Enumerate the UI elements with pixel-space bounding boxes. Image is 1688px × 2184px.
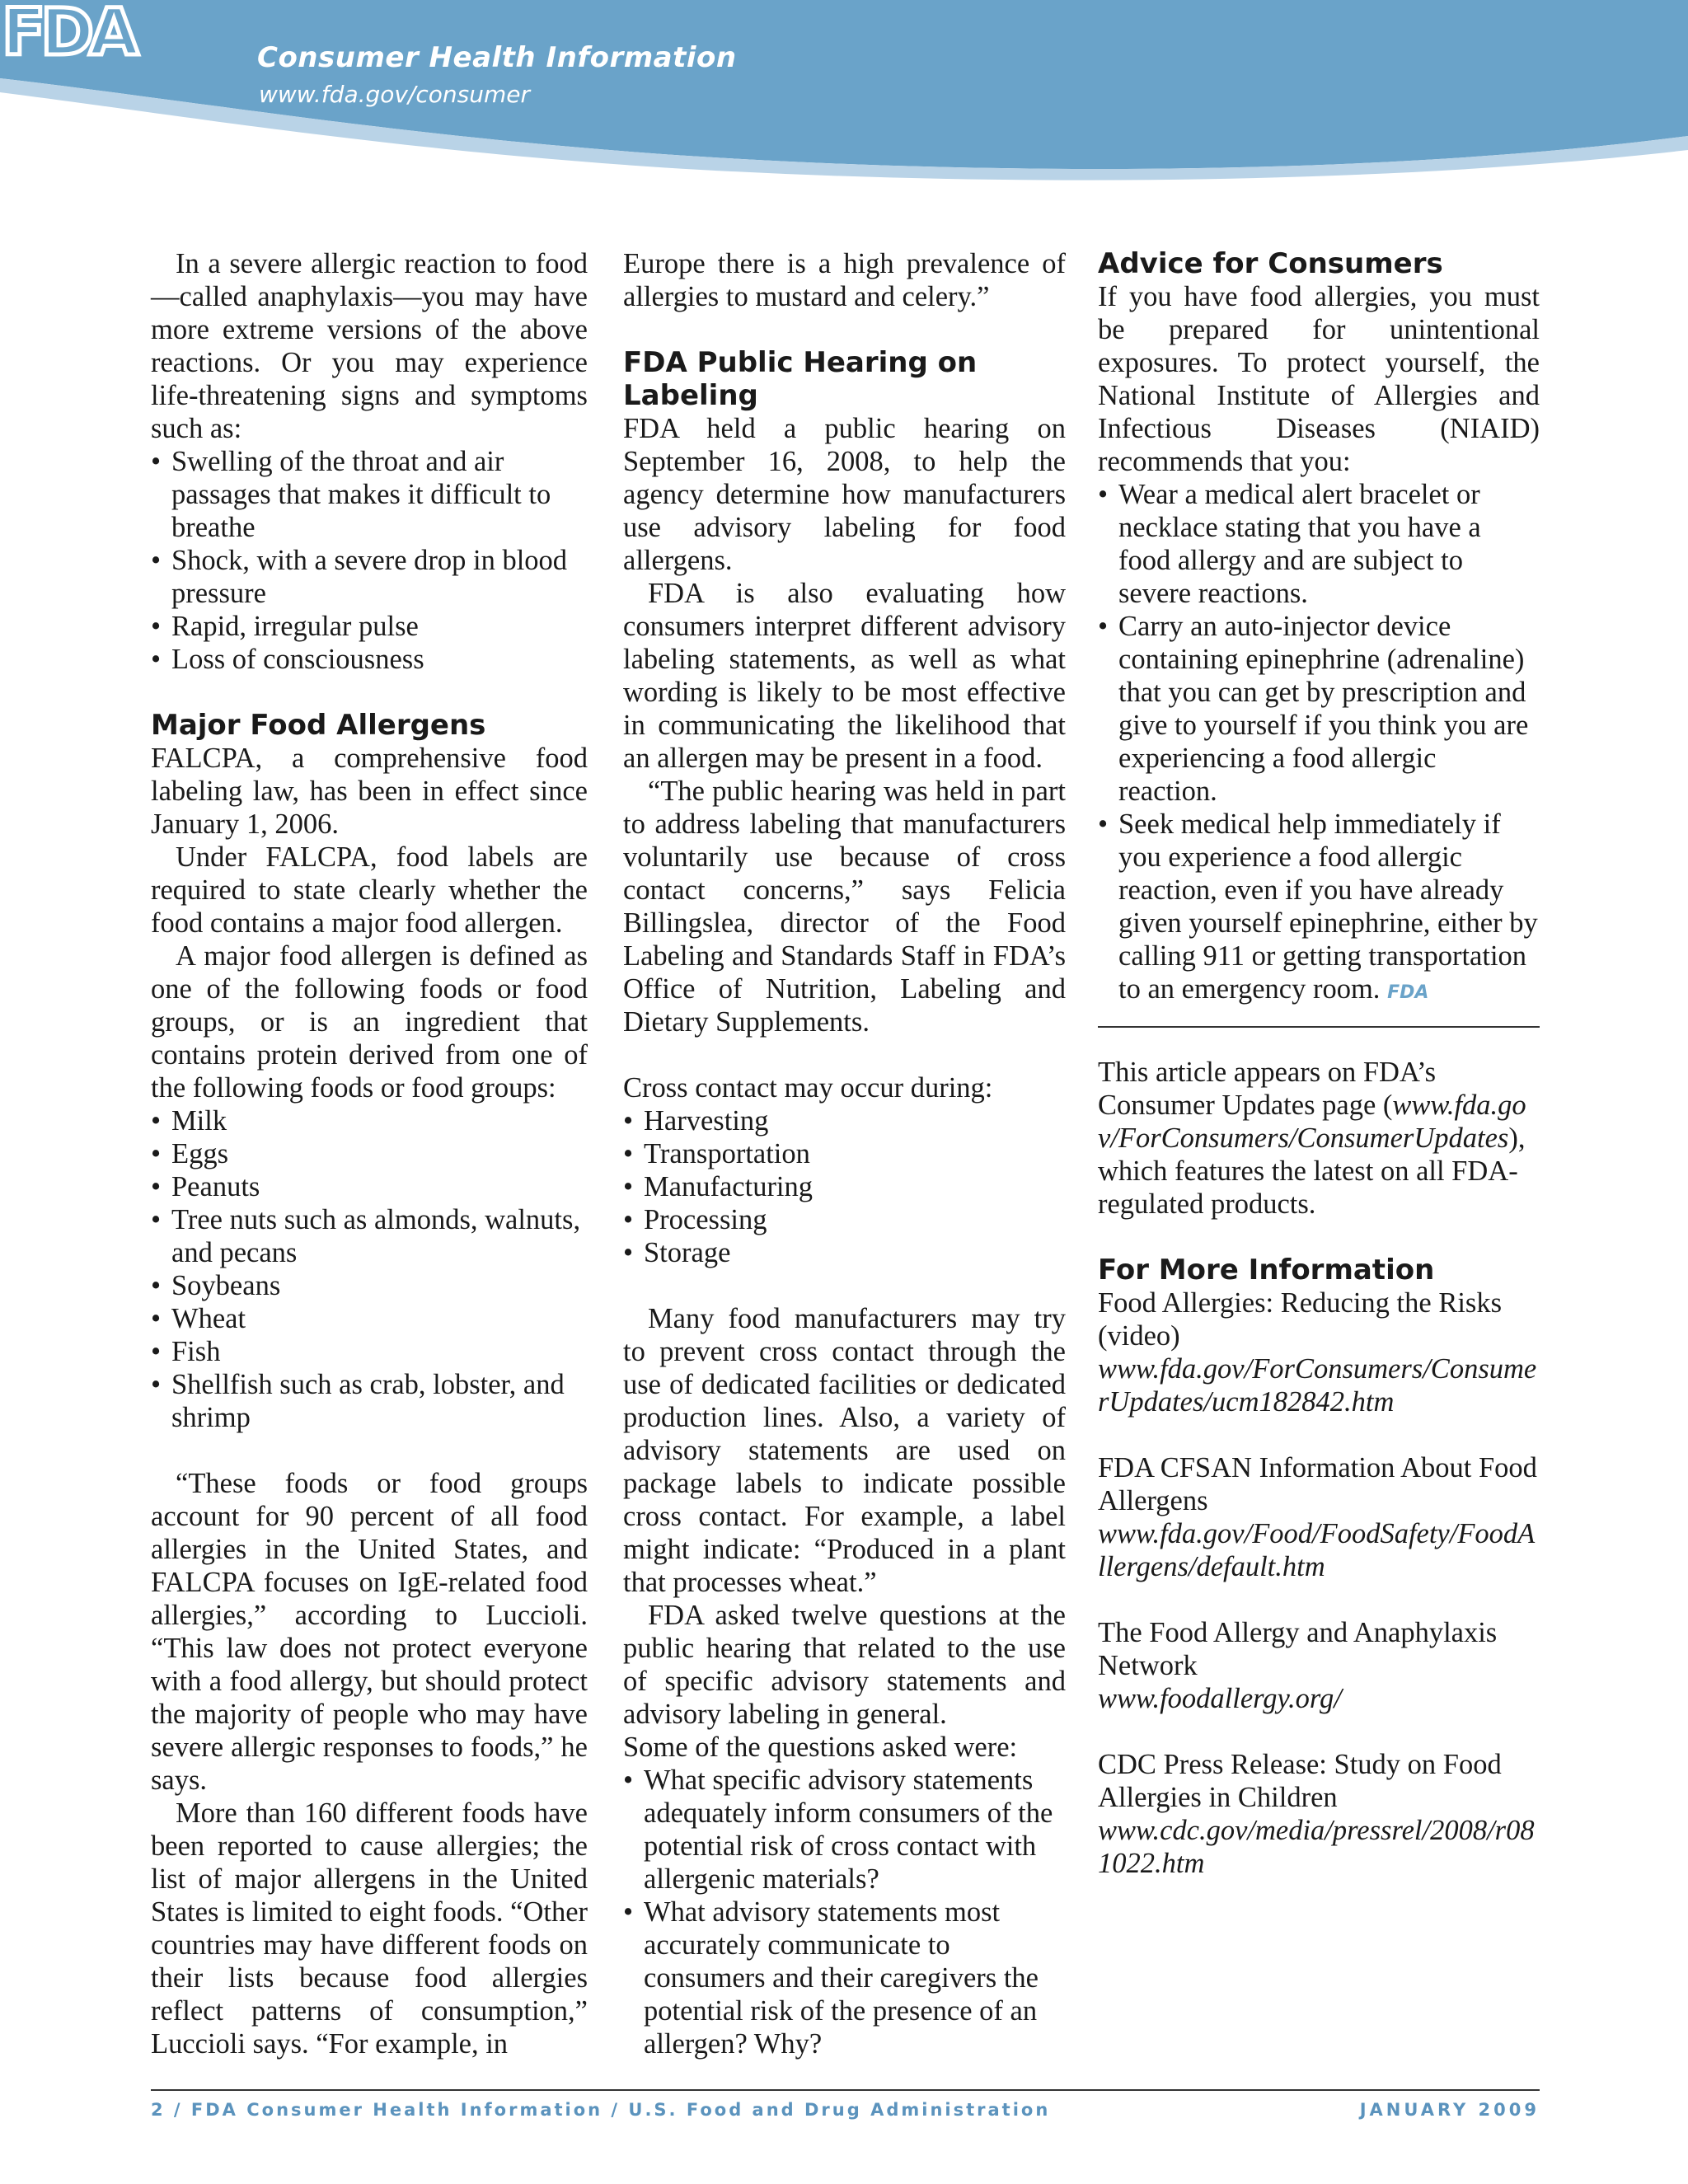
column-3 xyxy=(1098,247,1540,1880)
fda-logo-icon xyxy=(0,0,145,61)
resource-link[interactable]: www.fda.gov/ForConsumers/ConsumerUpdates/ucm182842.htm xyxy=(1098,1353,1537,1418)
resource-title: The Food Allergy and Anaphylaxis Network xyxy=(1098,1617,1498,1681)
paragraph-anaphylaxis: In a severe allergic reaction to food—called anaphylaxis—you may have more extreme versions of the above reactions. Or you may experience life-threatening signs and symptoms such as: xyxy=(151,248,588,444)
svg-text:FDA: FDA xyxy=(2,0,134,61)
paragraph-some-questions: Some of the questions asked were: xyxy=(623,1732,1018,1763)
resource-title: FDA CFSAN Information About Food Allergens xyxy=(1098,1452,1537,1516)
list-item: • Wheat xyxy=(151,1302,588,1335)
list-item-text: Seek medical help immediately if you experience a food allergic reaction, even if you have already given yourself epinephrine, either by calling 911 or getting transportation to an emergency room. xyxy=(1118,808,1538,1005)
list-item: • What specific advisory statements adequately inform consumers of the potential risk of cross contact with allergenic materials? xyxy=(623,1764,1066,1896)
section-divider xyxy=(1098,1026,1540,1028)
footer-date: JANUARY 2009 xyxy=(1359,2100,1540,2120)
paragraph-hearing-held: FDA held a public hearing on September 16, 2008, to help the agency determine how manufacturers use advisory labeling for food allergens. xyxy=(623,413,1066,576)
list-item: • Rapid, irregular pulse xyxy=(151,610,588,643)
header-wave-band xyxy=(0,0,1688,190)
resource-title: CDC Press Release: Study on Food Allergies in Children xyxy=(1098,1749,1502,1813)
list-item: • Wear a medical alert bracelet or necklace stating that you have a food allergy and are subject to severe reactions. xyxy=(1098,478,1540,610)
heading-major-food-allergens: Major Food Allergens xyxy=(151,709,486,742)
resource-item xyxy=(1098,1748,1540,1880)
header-url[interactable]: www.fda.gov/consumer xyxy=(259,81,531,108)
list-item: • Storage xyxy=(623,1236,1066,1269)
paragraph-evaluating: FDA is also evaluating how consumers interpret different advisory labeling statements, as well as what wording is likely to be most effective in communicating the likelihood that an allergen may be present in a food. xyxy=(623,578,1066,774)
list-item: • Soybeans xyxy=(151,1269,588,1302)
footer-publication: 2 / FDA Consumer Health Information / U.S. Food and Drug Administration xyxy=(151,2100,1051,2120)
paragraph-billingslea-quote: “The public hearing was held in part to address labeling that manufacturers voluntarily use because of cross contact concerns,” says Felicia Billingslea, director of the Food Labeling and Standards Staff in FDA’s Office of Nutrition, Labeling and Dietary Supplements. xyxy=(623,776,1066,1038)
heading-more-information: For More Information xyxy=(1098,1254,1435,1286)
page-header xyxy=(0,0,1688,190)
paragraph-ninety-percent: “These foods or food groups account for 90 percent of all food allergies in the United States, and FALCPA focuses on IgE-related food allergies,” according to Luccioli. “This law does not protect everyone with a food allergy, but should protect the majority of people who may have severe allergic responses to foods,” he says. xyxy=(151,1468,588,1796)
list-item: • Swelling of the throat and air passages that makes it difficult to breathe xyxy=(151,445,588,544)
list-item: • Harvesting xyxy=(623,1104,1066,1137)
heading-public-hearing: FDA Public Hearing on Labeling xyxy=(623,346,978,412)
footer-divider xyxy=(151,2089,1540,2091)
resource-item xyxy=(1098,1451,1540,1583)
list-item: • Milk xyxy=(151,1104,588,1137)
list-item: • Eggs xyxy=(151,1137,588,1170)
symptom-list xyxy=(151,445,588,676)
paragraph-160-foods: More than 160 different foods have been reported to cause allergies; the list of major allergens in the United States is limited to eight foods. “Other countries may have different foods on their lists because food allergies reflect patterns of consumption,” Luccioli says. “For example, in xyxy=(151,1797,588,2060)
resource-item xyxy=(1098,1286,1540,1418)
column-2 xyxy=(623,247,1066,2060)
resource-title: Food Allergies: Reducing the Risks (video) xyxy=(1098,1287,1503,1352)
header-title: Consumer Health Information xyxy=(257,41,737,74)
paragraph-article-appears: This article appears on FDA’s Consumer Updates page (www.fda.gov/ForConsumers/ConsumerUpdates), which features the latest on all FDA-regulated products. xyxy=(1098,1057,1526,1220)
list-item: • Carry an auto-injector device containing epinephrine (adrenaline) that you can get by prescription and give to yourself if you think you are experiencing a food allergic reaction. xyxy=(1098,610,1540,808)
list-item: • Tree nuts such as almonds, walnuts, and pecans xyxy=(151,1203,588,1269)
resource-link[interactable]: www.fda.gov/Food/FoodSafety/FoodAllergens/default.htm xyxy=(1098,1518,1536,1582)
list-item: • Fish xyxy=(151,1335,588,1368)
list-item: • Loss of consciousness xyxy=(151,643,588,676)
list-item: • Manufacturing xyxy=(623,1170,1066,1203)
resource-link[interactable]: www.cdc.gov/media/pressrel/2008/r081022.htm xyxy=(1098,1815,1535,1879)
list-item: • Shock, with a severe drop in blood pressure xyxy=(151,544,588,610)
resource-item xyxy=(1098,1616,1540,1715)
paragraph-falcpa: FALCPA, a comprehensive food labeling law, has been in effect since January 1, 2006. xyxy=(151,743,588,840)
list-item: • Peanuts xyxy=(151,1170,588,1203)
advice-list xyxy=(1098,478,1540,1010)
allergen-list xyxy=(151,1104,588,1434)
paragraph-cross-contact: Cross contact may occur during: xyxy=(623,1072,993,1104)
column-1 xyxy=(151,247,588,2060)
list-item: • Shellfish such as crab, lobster, and shrimp xyxy=(151,1368,588,1434)
list-item xyxy=(1098,808,1540,1010)
question-list xyxy=(623,1764,1066,2060)
paragraph-allergen-defined: A major food allergen is defined as one of the following foods or food groups, or is an ingredient that contains protein derived from one of the following foods or food groups: xyxy=(151,940,588,1104)
paragraph-twelve-questions: FDA asked twelve questions at the public hearing that related to the use of specific advisory statements and advisory labeling in general. xyxy=(623,1600,1066,1730)
list-item: • Processing xyxy=(623,1203,1066,1236)
list-item: • Transportation xyxy=(623,1137,1066,1170)
paragraph-be-prepared: If you have food allergies, you must be prepared for unintentional exposures. To protect yourself, the National Institute of Allergies and Infectious Diseases (NIAID) recommends that you: xyxy=(1098,281,1540,477)
paragraph-manufacturers: Many food manufacturers may try to prevent cross contact through the use of dedicated facilities or dedicated production lines. Also, a variety of advisory statements are used on package labels to indicate possible cross contact. For example, a label might indicate: “Produced in a plant that processes wheat.” xyxy=(623,1303,1066,1598)
paragraph-under-falcpa: Under FALCPA, food labels are required to state clearly whether the food contains a major food allergen. xyxy=(151,841,588,939)
paragraph-europe: Europe there is a high prevalence of allergies to mustard and celery.” xyxy=(623,248,1066,312)
fda-end-mark-icon: FDA xyxy=(1387,982,1429,1003)
resource-link[interactable]: www.foodallergy.org/ xyxy=(1098,1683,1342,1714)
cross-contact-list xyxy=(623,1104,1066,1269)
heading-advice: Advice for Consumers xyxy=(1098,247,1443,280)
consumer-updates-link[interactable]: www.fda.gov/ForConsumers/ConsumerUpdates xyxy=(1098,1090,1526,1154)
list-item: • What advisory statements most accurately communicate to consumers and their caregivers the potential risk of the presence of an allergen? Why? xyxy=(623,1896,1066,2060)
